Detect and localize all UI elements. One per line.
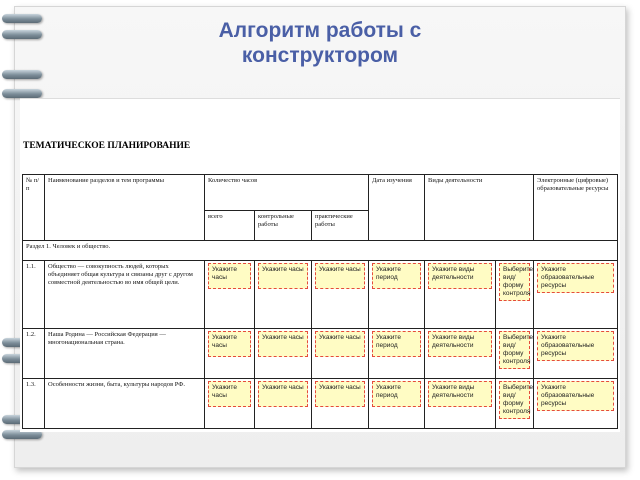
document-heading: ТЕМАТИЧЕСКОЕ ПЛАНИРОВАНИЕ [23,141,191,151]
header-control: контрольные работы [255,211,312,241]
header-activity [425,175,534,241]
row-num: 1.3. [23,379,45,429]
row-num: 1.1. [23,261,45,329]
header-hours: Количество часов [205,175,369,211]
practical-hours-field[interactable]: Укажите часы [315,381,365,407]
resources-field[interactable]: Укажите образовательные ресурсы [537,331,614,361]
control-form-field[interactable]: Выберите вид/форму контроля [499,331,530,369]
date-field[interactable]: Укажите период [372,331,421,357]
control-hours-field[interactable]: Укажите часы [258,263,308,289]
header-activity-label: Виды деятельности [428,177,483,184]
header-num: № п/п [23,175,45,241]
control-hours-field[interactable]: Укажите часы [258,381,308,407]
row-name: Наша Родина — Российская Федерация — многонациональная страна. [45,329,205,379]
control-hours-field[interactable]: Укажите часы [258,331,308,357]
table-row [23,379,618,429]
header-practical: практические работы [312,211,369,241]
table-row [23,261,618,329]
binder-ring [2,89,42,98]
document-screenshot [20,98,620,432]
date-field[interactable]: Укажите период [372,263,421,289]
total-hours-field[interactable]: Укажите часы [208,263,251,289]
section-title: Раздел 1. Человек и общество. [23,241,618,261]
binder-ring [2,14,42,23]
date-field[interactable]: Укажите период [372,381,421,407]
resources-field[interactable]: Укажите образовательные ресурсы [537,381,614,411]
slide-title [120,18,520,68]
row-name: Общество — совокупность людей, которых объединяет общая культура и связаны друг с другом совместной деятельностью во имя общей цели. [45,261,205,329]
total-hours-field[interactable]: Укажите часы [208,381,251,407]
activity-field[interactable]: Укажите виды деятельности [428,381,492,407]
header-name: Наименование разделов и тем программы [45,175,205,241]
table-header-row [23,175,618,211]
binder-ring [2,30,42,39]
total-hours-field[interactable]: Укажите часы [208,331,251,357]
activity-field[interactable]: Укажите виды деятельности [428,263,492,289]
binder-ring [2,70,42,79]
control-form-field[interactable]: Выберите вид/форму контроля [499,381,530,419]
section-row [23,241,618,261]
header-resources: Электронные (цифровые) образовательные ресурсы [534,175,618,241]
row-name: Особенности жизни, быта, культуры народов РФ. [45,379,205,429]
activity-field[interactable]: Укажите виды деятельности [428,331,492,357]
slide-title-line1: Алгоритм работы с [218,19,422,42]
slide-title-line2: конструктором [241,44,399,67]
row-num: 1.2. [23,329,45,379]
practical-hours-field[interactable]: Укажите часы [315,263,365,289]
practical-hours-field[interactable]: Укажите часы [315,331,365,357]
control-form-field[interactable]: Выберите вид/форму контроля [499,263,530,301]
header-date: Дата изучения [369,175,425,241]
header-total: всего [205,211,255,241]
table-row [23,329,618,379]
resources-field[interactable]: Укажите образовательные ресурсы [537,263,614,293]
planning-table [22,174,618,429]
